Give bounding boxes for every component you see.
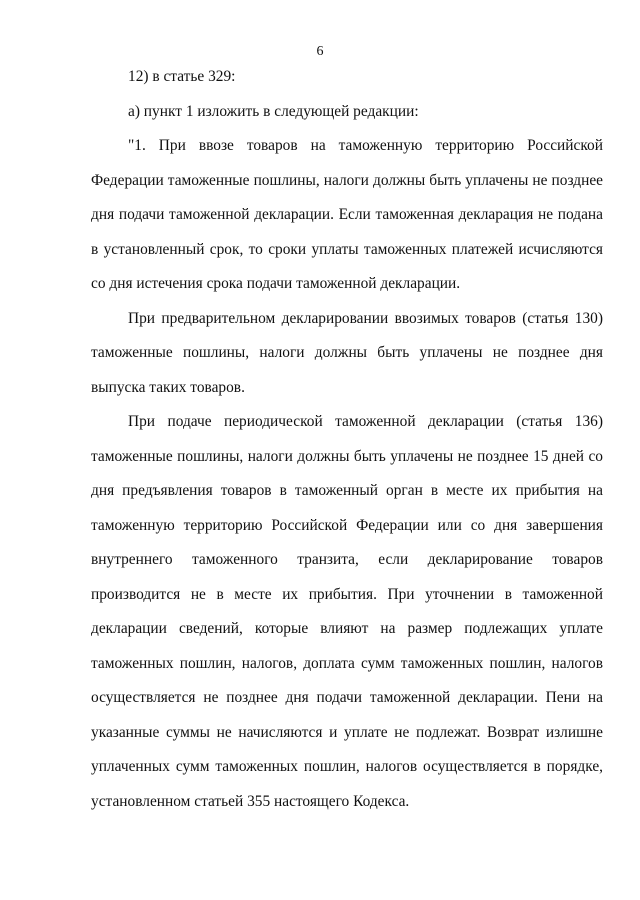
amendment-item-label: 12) в статье 329: — [128, 68, 236, 85]
amendment-subitem-label: а) пункт 1 изложить в следующей редакции: — [128, 102, 419, 120]
paragraph-3: При подаче периодической таможенной декларации (статья 136) таможенные пошлины, налоги должны быть уплачены не позднее 15 дней со дня предъявления товаров в таможенный орган в месте их прибытия на таможенную территорию Российской Федерации или со дня завершения внутреннего таможенного транзита, если декларирование товаров производится не в месте их прибытия. При уточнении в таможенной декларации сведений, которые влияют на размер подлежащих уплате таможенных пошлин, налогов, доплата сумм таможенных пошлин, налогов осуществляется не позднее дня подачи таможенной декларации. Пени на указанные суммы не начисляются и уплате не подлежат. Возврат излишне уплаченных сумм таможенных пошлин, налогов осуществляется в порядке, установленном статьей 355 настоящего Кодекса. — [91, 413, 603, 810]
paragraph-1: "1. При ввозе товаров на таможенную территорию Российской Федерации таможенные пошлины, налоги должны быть уплачены не позднее дня подачи таможенной декларации. Если таможенная декларация не подана в установленный срок, то сроки уплаты таможенных платежей исчисляются со дня истечения срока подачи таможенной декларации. — [91, 137, 603, 292]
document-body — [91, 60, 603, 819]
page-number: 6 — [316, 44, 324, 59]
paragraph-2: При предварительном декларировании ввозимых товаров (статья 130) таможенные пошлины, налоги должны быть уплачены не позднее дня выпуска таких товаров. — [91, 309, 603, 396]
